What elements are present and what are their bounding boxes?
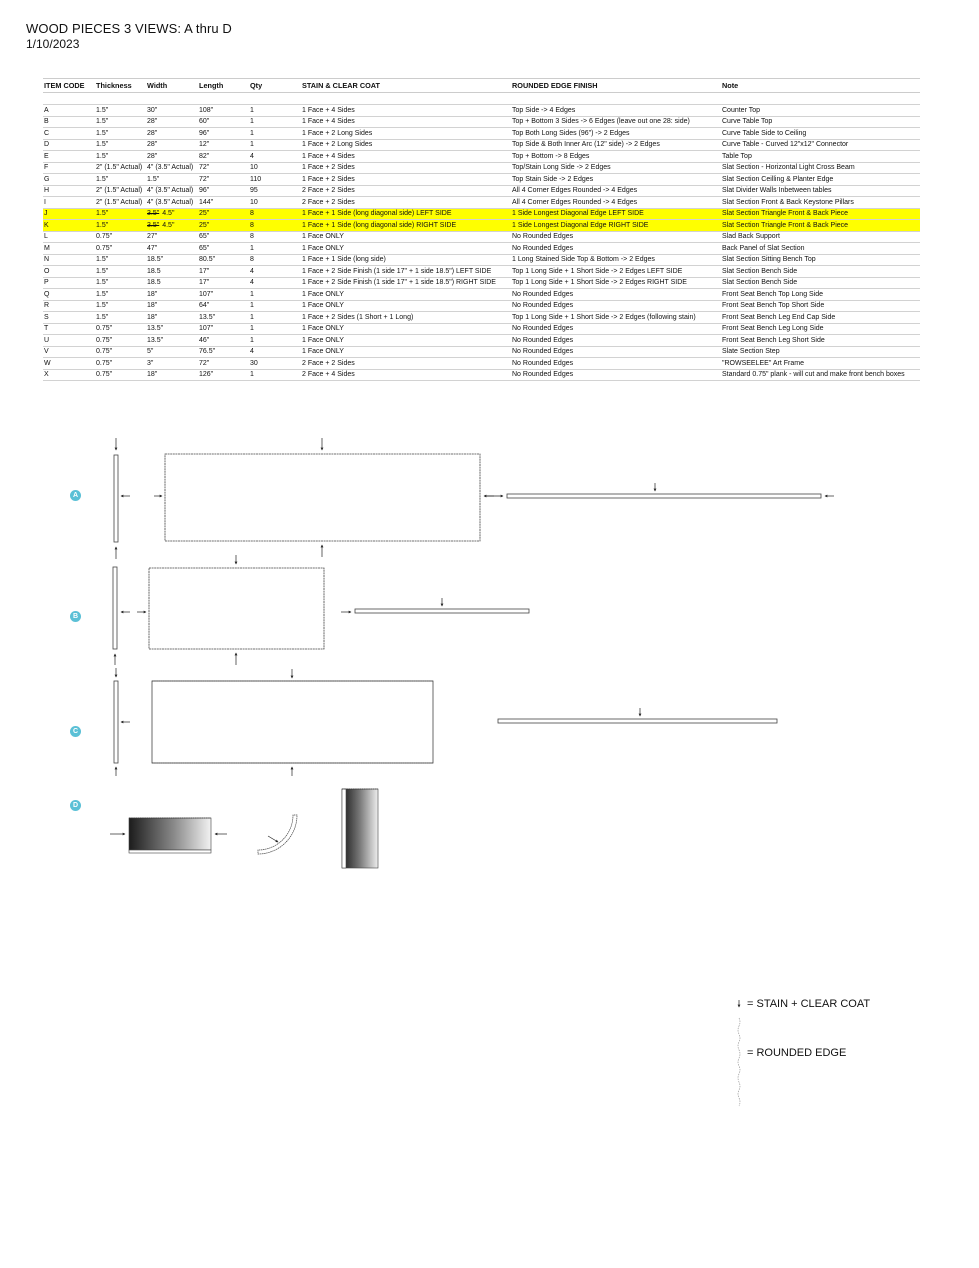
piece-d-arc-view [258, 815, 297, 854]
cell-edge: No Rounded Edges [511, 300, 721, 312]
cell-length: 76.5" [198, 346, 249, 358]
cell-edge: Top + Bottom 3 Sides -> 6 Edges (leave out one 28: side) [511, 116, 721, 128]
cell-stain: 1 Face + 2 Long Sides [301, 128, 511, 140]
cell-code: X [43, 369, 95, 381]
cell-edge: All 4 Corner Edges Rounded -> 4 Edges [511, 185, 721, 197]
cell-width: 18" [146, 369, 198, 381]
page-title: WOOD PIECES 3 VIEWS: A thru D [26, 21, 232, 36]
cell-code: O [43, 266, 95, 278]
cell-note: Table Top [721, 151, 920, 163]
cell-note: Counter Top [721, 105, 920, 117]
cell-thickness: 2" (1.5" Actual) [95, 197, 146, 209]
cell-width: 13.5" [146, 323, 198, 335]
cell-qty: 1 [249, 369, 301, 381]
cell-width: 5" [146, 346, 198, 358]
cell-length: 107" [198, 289, 249, 301]
cell-length: 60" [198, 116, 249, 128]
cell-stain: 1 Face ONLY [301, 323, 511, 335]
cell-stain: 1 Face + 4 Sides [301, 151, 511, 163]
cell-qty: 1 [249, 243, 301, 255]
cell-qty: 4 [249, 277, 301, 289]
cell-thickness: 1.5" [95, 289, 146, 301]
cell-width: 18.5" [146, 254, 198, 266]
cell-code: D [43, 139, 95, 151]
cell-note: Slat Section Triangle Front & Back Piece [721, 220, 920, 232]
piece-c-side-view [114, 681, 118, 763]
legend-rounded-label: = ROUNDED EDGE [747, 1047, 847, 1059]
cell-stain: 1 Face + 2 Sides [301, 174, 511, 186]
cell-width: 1.5" [146, 174, 198, 186]
piece-c-views [114, 668, 777, 776]
cell-code: N [43, 254, 95, 266]
cell-edge: 1 Long Stained Side Top & Bottom -> 2 Edges [511, 254, 721, 266]
cell-length: 96" [198, 185, 249, 197]
cell-length: 72" [198, 358, 249, 370]
cell-qty: 110 [249, 174, 301, 186]
cell-edge: Top/Stain Long Side -> 2 Edges [511, 162, 721, 174]
cell-qty: 95 [249, 185, 301, 197]
cell-stain: 1 Face ONLY [301, 335, 511, 347]
cell-width: 28" [146, 116, 198, 128]
cell-width: 18" [146, 289, 198, 301]
cell-code: E [43, 151, 95, 163]
cell-length: 13.5" [198, 312, 249, 324]
cell-stain: 1 Face + 1 Side (long diagonal side) RIGHT SIDE [301, 220, 511, 232]
cell-width: 4" (3.5" Actual) [146, 185, 198, 197]
cell-qty: 1 [249, 312, 301, 324]
cell-edge: No Rounded Edges [511, 243, 721, 255]
col-header-item-code: ITEM CODE [43, 79, 95, 93]
cell-note: Slat Divider Walls Inbetween tables [721, 185, 920, 197]
cell-length: 25" [198, 208, 249, 220]
cell-length: 107" [198, 323, 249, 335]
cell-qty: 1 [249, 116, 301, 128]
cell-code: L [43, 231, 95, 243]
cell-qty: 8 [249, 220, 301, 232]
cell-note: Slat Section - Horizontal Light Cross Beam [721, 162, 920, 174]
cell-note: Curve Table - Curved 12"x12" Connector [721, 139, 920, 151]
cell-qty: 1 [249, 300, 301, 312]
cell-thickness: 0.75" [95, 335, 146, 347]
cell-width-old: 3.5" [147, 221, 160, 229]
cell-code: K [43, 220, 95, 232]
cell-thickness: 1.5" [95, 208, 146, 220]
cell-qty: 4 [249, 266, 301, 278]
piece-a-side-view [114, 455, 118, 542]
cell-note: Slat Section Ceilling & Planter Edge [721, 174, 920, 186]
cell-note: Curve Table Side to Ceiling [721, 128, 920, 140]
cell-edge: No Rounded Edges [511, 323, 721, 335]
col-header-stain: STAIN & CLEAR COAT [301, 79, 511, 93]
cell-thickness: 2" (1.5" Actual) [95, 185, 146, 197]
cell-length: 65" [198, 243, 249, 255]
cell-thickness: 0.75" [95, 346, 146, 358]
cell-width: 27" [146, 231, 198, 243]
cell-code: F [43, 162, 95, 174]
cell-qty: 4 [249, 346, 301, 358]
cell-length: 80.5" [198, 254, 249, 266]
cell-note: Slat Section Bench Side [721, 266, 920, 278]
cell-note: Front Seat Bench Leg End Cap Side [721, 312, 920, 324]
cell-length: 96" [198, 128, 249, 140]
cell-length: 126" [198, 369, 249, 381]
cell-edge: 1 Side Longest Diagonal Edge LEFT SIDE [511, 208, 721, 220]
cell-code: Q [43, 289, 95, 301]
cell-edge: No Rounded Edges [511, 335, 721, 347]
cell-width-old: 3.5" [147, 210, 160, 217]
cell-code: B [43, 116, 95, 128]
cell-thickness: 1.5" [95, 105, 146, 117]
cell-edge: No Rounded Edges [511, 289, 721, 301]
cell-edge: Top 1 Long Side + 1 Short Side -> 2 Edges (following stain) [511, 312, 721, 324]
cell-note: Slat Section Front & Back Keystone Pillars [721, 197, 920, 209]
piece-b-edge-view [355, 609, 529, 613]
cell-edge: No Rounded Edges [511, 369, 721, 381]
cell-edge: Top Stain Side -> 2 Edges [511, 174, 721, 186]
cell-length: 46" [198, 335, 249, 347]
cell-stain: 1 Face + 2 Long Sides [301, 139, 511, 151]
cell-thickness: 1.5" [95, 300, 146, 312]
cell-qty: 10 [249, 197, 301, 209]
cell-thickness: 2" (1.5" Actual) [95, 162, 146, 174]
cell-stain: 1 Face + 1 Side (long diagonal side) LEFT SIDE [301, 208, 511, 220]
cell-stain: 1 Face ONLY [301, 289, 511, 301]
cell-width: 4" (3.5" Actual) [146, 197, 198, 209]
cell-width: 18.5 [146, 266, 198, 278]
cell-code: R [43, 300, 95, 312]
piece-b-views [113, 555, 529, 665]
cell-qty: 10 [249, 162, 301, 174]
cell-note: Slad Back Support [721, 231, 920, 243]
cell-thickness: 1.5" [95, 312, 146, 324]
cell-thickness: 0.75" [95, 323, 146, 335]
cell-thickness: 1.5" [95, 139, 146, 151]
col-header-edge: ROUNDED EDGE FINISH [511, 79, 721, 93]
cell-code: U [43, 335, 95, 347]
cell-code: J [43, 208, 95, 220]
stain-arrow [268, 836, 278, 842]
piece-b-side-view [113, 567, 117, 649]
cell-width: 4" (3.5" Actual) [146, 162, 198, 174]
cell-note: Front Seat Bench Top Long Side [721, 289, 920, 301]
cell-length: 72" [198, 174, 249, 186]
piece-a-edge-view [507, 494, 821, 498]
cell-width: 18.5 [146, 277, 198, 289]
cell-note: "ROWSEELEE" Art Frame [721, 358, 920, 370]
cell-width: 28" [146, 139, 198, 151]
cell-qty: 8 [249, 254, 301, 266]
cell-stain: 1 Face ONLY [301, 243, 511, 255]
cell-qty: 1 [249, 323, 301, 335]
cell-width: 28" [146, 151, 198, 163]
cell-edge: Top 1 Long Side + 1 Short Side -> 2 Edges LEFT SIDE [511, 266, 721, 278]
cell-length: 25" [198, 220, 249, 232]
cell-qty: 30 [249, 358, 301, 370]
cell-thickness: 0.75" [95, 231, 146, 243]
cell-code: M [43, 243, 95, 255]
cell-qty: 8 [249, 231, 301, 243]
cell-note: Standard 0.75" plank - will cut and make front bench boxes [721, 369, 920, 381]
cell-note: Front Seat Bench Leg Long Side [721, 323, 920, 335]
cell-length: 72" [198, 162, 249, 174]
cell-thickness: 0.75" [95, 358, 146, 370]
cell-edge: 1 Side Longest Diagonal Edge RIGHT SIDE [511, 220, 721, 232]
cell-edge: Top Side & Both Inner Arc (12" side) -> 2 Edges [511, 139, 721, 151]
cell-width-new: 4.5" [162, 221, 175, 229]
cell-width: 13.5" [146, 335, 198, 347]
piece-b-face-view [149, 568, 324, 649]
cell-thickness: 1.5" [95, 151, 146, 163]
piece-d-face-view [129, 818, 211, 850]
cell-edge: Top 1 Long Side + 1 Short Side -> 2 Edges RIGHT SIDE [511, 277, 721, 289]
cell-note: Curve Table Top [721, 116, 920, 128]
cell-code: P [43, 277, 95, 289]
rounded-edge-legend-icon [738, 1018, 740, 1106]
cell-stain: 1 Face + 2 Sides [301, 162, 511, 174]
cell-thickness: 0.75" [95, 243, 146, 255]
cell-stain: 2 Face + 4 Sides [301, 369, 511, 381]
cell-edge: Top + Bottom -> 8 Edges [511, 151, 721, 163]
step-marker-c: C [70, 726, 81, 737]
cell-stain: 1 Face + 2 Side Finish (1 side 17" + 1 side 18.5") LEFT SIDE [301, 266, 511, 278]
cell-stain: 2 Face + 2 Sides [301, 358, 511, 370]
cell-width: 28" [146, 128, 198, 140]
cell-note: Slat Section Sitting Bench Top [721, 254, 920, 266]
cell-code: A [43, 105, 95, 117]
col-header-thickness: Thickness [95, 79, 146, 93]
cell-stain: 1 Face + 2 Sides (1 Short + 1 Long) [301, 312, 511, 324]
step-marker-a: A [70, 490, 81, 501]
cell-note: Front Seat Bench Top Short Side [721, 300, 920, 312]
cell-qty: 1 [249, 105, 301, 117]
step-marker-d: D [70, 800, 81, 811]
piece-d-edge-view [342, 789, 378, 868]
cell-edge: No Rounded Edges [511, 358, 721, 370]
cell-code: V [43, 346, 95, 358]
piece-c-edge-view [498, 719, 777, 723]
cell-code: I [43, 197, 95, 209]
cell-stain: 2 Face + 2 Sides [301, 197, 511, 209]
cell-length: 82" [198, 151, 249, 163]
cell-thickness: 1.5" [95, 174, 146, 186]
legend [738, 1000, 740, 1106]
cell-code: G [43, 174, 95, 186]
col-header-qty: Qty [249, 79, 301, 93]
cell-length: 64" [198, 300, 249, 312]
cell-length: 17" [198, 266, 249, 278]
cell-qty: 4 [249, 151, 301, 163]
cell-length: 12" [198, 139, 249, 151]
cell-edge: No Rounded Edges [511, 231, 721, 243]
cell-width: 30" [146, 105, 198, 117]
cell-length: 108" [198, 105, 249, 117]
cell-edge: All 4 Corner Edges Rounded -> 4 Edges [511, 197, 721, 209]
cell-qty: 1 [249, 139, 301, 151]
step-marker-b: B [70, 611, 81, 622]
piece-c-face-view [152, 681, 433, 763]
cell-code: C [43, 128, 95, 140]
cell-width: 18" [146, 300, 198, 312]
cell-width: 18" [146, 312, 198, 324]
cell-edge: No Rounded Edges [511, 346, 721, 358]
cell-stain: 1 Face + 4 Sides [301, 105, 511, 117]
cell-thickness: 1.5" [95, 266, 146, 278]
cell-edge: Top Both Long Sides (96") -> 2 Edges [511, 128, 721, 140]
cell-code: W [43, 358, 95, 370]
cell-stain: 1 Face ONLY [301, 300, 511, 312]
cell-width: 3" [146, 358, 198, 370]
cell-length: 144" [198, 197, 249, 209]
col-header-note: Note [721, 79, 920, 93]
cell-note: Front Seat Bench Leg Short Side [721, 335, 920, 347]
cell-stain: 1 Face ONLY [301, 231, 511, 243]
piece-a-face-view [165, 454, 480, 541]
cell-note: Slat Section Triangle Front & Back Piece [721, 208, 920, 220]
cell-length: 65" [198, 231, 249, 243]
cell-qty: 1 [249, 128, 301, 140]
cell-code: S [43, 312, 95, 324]
cell-note: Slat Section Bench Side [721, 277, 920, 289]
piece-d-views [110, 789, 378, 868]
legend-stain-label: = STAIN + CLEAR COAT [747, 998, 871, 1010]
cell-stain: 2 Face + 2 Sides [301, 185, 511, 197]
cell-qty: 1 [249, 335, 301, 347]
cell-qty: 8 [249, 208, 301, 220]
cell-width-new: 4.5" [162, 210, 175, 217]
cell-edge: Top Side -> 4 Edges [511, 105, 721, 117]
cell-thickness: 0.75" [95, 369, 146, 381]
cell-note: Back Panel of Slat Section [721, 243, 920, 255]
cell-qty: 1 [249, 289, 301, 301]
page-date: 1/10/2023 [26, 37, 80, 51]
cell-thickness: 1.5" [95, 220, 146, 232]
cell-length: 17" [198, 277, 249, 289]
cell-thickness: 1.5" [95, 277, 146, 289]
cell-thickness: 1.5" [95, 128, 146, 140]
col-header-length: Length [198, 79, 249, 93]
col-header-width: Width [146, 79, 198, 93]
cell-thickness: 1.5" [95, 116, 146, 128]
cell-stain: 1 Face + 2 Side Finish (1 side 17" + 1 side 18.5") RIGHT SIDE [301, 277, 511, 289]
cell-stain: 1 Face + 4 Sides [301, 116, 511, 128]
cell-stain: 1 Face + 1 Side (long side) [301, 254, 511, 266]
cell-width: 47" [146, 243, 198, 255]
cell-thickness: 1.5" [95, 254, 146, 266]
cell-note: Slate Section Step [721, 346, 920, 358]
cell-code: T [43, 323, 95, 335]
piece-a-views [114, 438, 834, 559]
cell-code: H [43, 185, 95, 197]
cell-stain: 1 Face ONLY [301, 346, 511, 358]
